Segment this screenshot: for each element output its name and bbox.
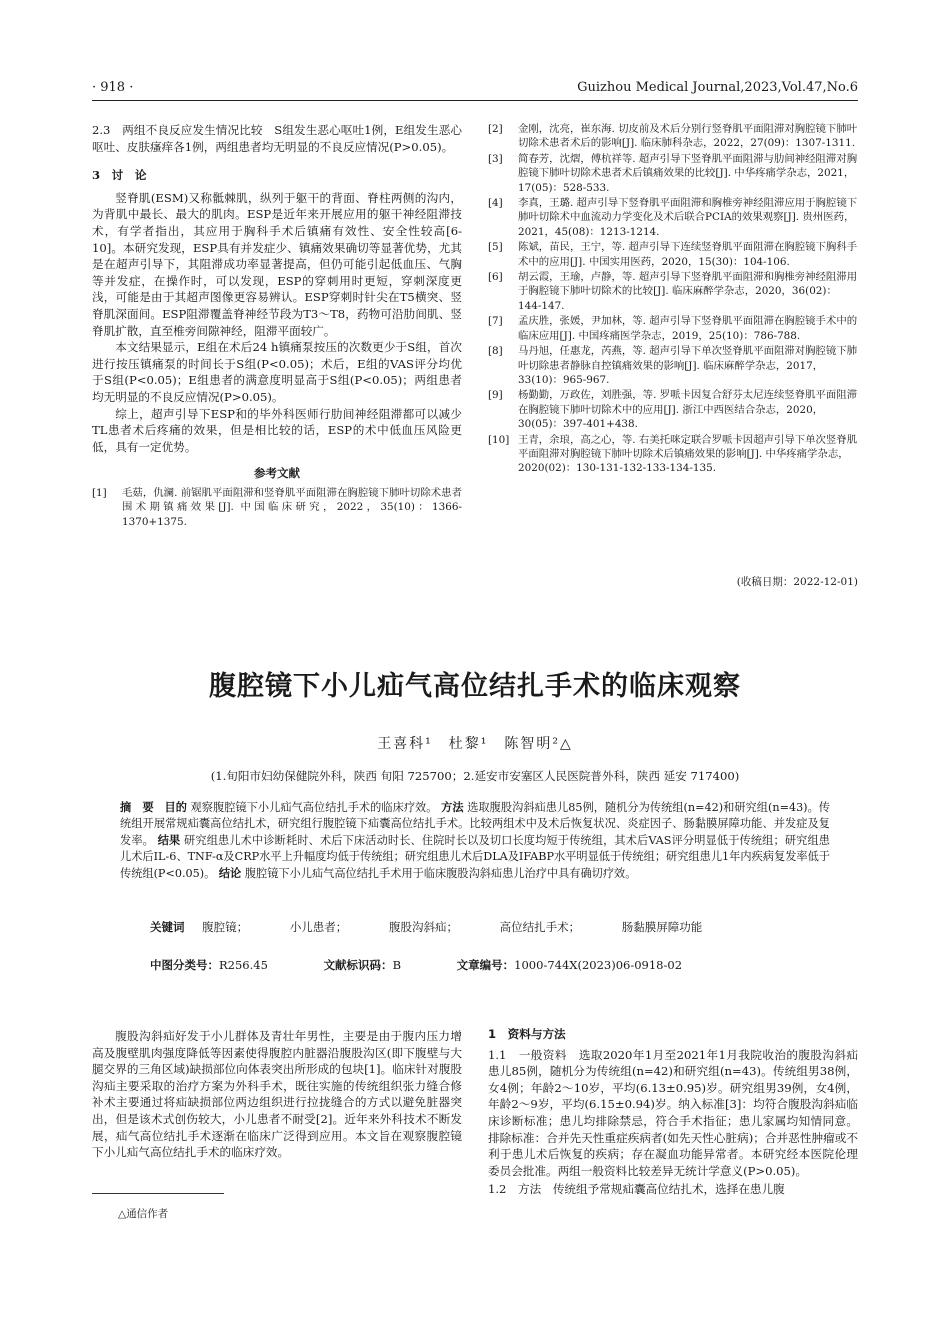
doc-code: B bbox=[392, 958, 402, 972]
abstract-label: 摘 要 bbox=[120, 801, 154, 814]
abstract-objective: 观察腹腔镜下小儿疝气高位结扎手术的临床疗效。 bbox=[190, 801, 438, 814]
discussion-paragraph-2: 本文结果显示，E组在术后24 h镇痛泵按压的次数更少于S组，首次进行按压镇痛泵的时间长于S组(P<0.05)；术后，E组的VAS评分均优于S组(P<0.05)；E组患者的满意度明显高于S组(P<0.05)；两组患者均无明显的不良反应情况(P>0.05)。 bbox=[92, 340, 462, 404]
reference-item: [5] 陈斌，苗民，王宁，等. 超声引导下连续竖脊肌平面阻滞在胸腔镜下胸科手术中的应用[J]. 中国实用医药，2020，15(30)：104-106. bbox=[488, 241, 858, 268]
section-3-heading: 3 讨 论 bbox=[92, 168, 147, 183]
section-1-2: 1.2 方法 传统组予常规疝囊高位结扎术，选择在患儿腹 bbox=[488, 1182, 785, 1197]
footnote-rule bbox=[92, 1193, 224, 1194]
keyword: 小儿患者； bbox=[289, 920, 348, 934]
keyword: 高位结扎手术； bbox=[499, 920, 581, 934]
article-number: 1000-744X(2023)06-0918-02 bbox=[514, 958, 683, 972]
prev-right-column bbox=[488, 122, 858, 477]
reference-item: [7] 孟庆胜，张媛，尹加林，等. 超声引导下竖脊肌平面阻滞在胸腔镜手术中的临床应用[J]. 中国疼痛医学杂志，2019，25(10)：786-788. bbox=[488, 315, 858, 342]
reference-item: [10] 王青，余琅，高之心，等. 右美托咪定联合罗哌卡因超声引导下单次竖脊肌平面阻滞对胸腔镜下肺叶切除术后镇痛效果的影响[J]. 中华疼痛学杂志，2020(02)：130-131-132-133-134-135. bbox=[488, 433, 858, 475]
classification-line: 中图分类号：R256.45 文献标识码：B 文章编号：1000-744X(2023)06-0918-02 bbox=[150, 958, 683, 972]
abstract: 摘 要 目的 观察腹腔镜下小儿疝气高位结扎手术的临床疗效。 方法 选取腹股沟斜疝患儿85例，随机分为传统组(n=42)和研究组(n=43)。传统组开展常规疝囊高位结扎术，研究组行腹腔镜下疝囊高位结扎手术。比较两组术中及术后恢复状况、炎症因子、肠黏膜屏障功能、并发症及复发率。 结果 研究组患儿术中诊断耗时、术后下床活动时长、住院时长以及切口长度均短于传统组，其术后VAS评分明显低于传统组；研究组患儿术后IL-6、TNF-α及CRP水平上升幅度均低于传统组；研究组患儿术后DLA及IFABP水平明显低于传统组；研究组患儿1年内疾病复发率低于传统组(P<0.05)。 结论 腹腔镜下小儿疝气高位结扎手术用于临床腹股沟斜疝患儿治疗中具有确切疗效。 bbox=[120, 801, 830, 880]
discussion-paragraph-1: 竖脊肌(ESM)又称骶棘肌，纵列于躯干的背面、脊柱两侧的沟内，为背肌中最长、最大的肌肉。ESP是近年来开展应用的躯干神经阻滞技术，有学者指出，其应用于胸科手术后镇痛有效性、安全性较高[6-10]。本研究发现，ESP具有并发症少、镇痛效果确切等显著优势，尤其是在超声引导下，其阻滞成功率显著提高，但仍可能引起低血压、气胸等并发症，在操作时，可以发现，ESP的穿刺用时更短，穿刺深度更浅，可能是由于其超声图像更容易辨认。ESP穿刺时针尖在T5横突、竖脊肌深面间。ESP阻滞覆盖脊神经节段为T3～T8，药物可沿肋间肌、竖脊肌扩散，直至椎旁间隙神经，阻滞平面较广。 bbox=[92, 190, 462, 338]
reference-item: [3] 简春芳，沈熠，傅杭祥等. 超声引导下竖脊肌平面阻滞与肋间神经阻滞对胸腔镜下肺叶切除术患者术后镇痛效果的比较[J]. 中华疼痛学杂志，2021，17(05)：528-533. bbox=[488, 152, 858, 194]
abstract-conclusion: 腹腔镜下小儿疝气高位结扎手术用于临床腹股沟斜疝患儿治疗中具有确切疗效。 bbox=[244, 866, 637, 880]
abstract-method: 选取腹股沟斜疝患儿85例，随机分为传统组(n=42)和研究组(n=43)。传统组开展常规疝囊高位结扎术，研究组行腹腔镜下疝囊高位结扎手术。比较两组术中及术后恢复状况、炎症因子、肠黏膜屏障功能、并发症及复发率。 bbox=[120, 801, 830, 847]
page-number: · 918 · bbox=[92, 80, 134, 95]
section-2-3: 2.3 两组不良反应发生情况比较 S组发生恶心呕吐1例，E组发生恶心呕吐、皮肤瘙痒各1例，两组患者均无明显的不良反应情况(P>0.05)。 bbox=[92, 123, 462, 154]
keywords: 关键词 腹腔镜； 小儿患者； 腹股沟斜疝； 高位结扎手术； 肠黏膜屏障功能 bbox=[150, 920, 703, 934]
intro-column bbox=[92, 1028, 462, 1161]
reference-item: [1] 毛菇，仇澜. 前锯肌平面阻滞和竖脊肌平面阻滞在胸腔镜下肺叶切除术患者围术期镇痛效果[J]. 中国临床研究，2022，35(10)：1366-1370+1375. bbox=[92, 486, 462, 528]
keyword: 腹股沟斜疝； bbox=[388, 920, 458, 934]
abstract-result: 研究组患儿术中诊断耗时、术后下床活动时长、住院时长以及切口长度均短于传统组，其术后VAS评分明显低于传统组；研究组患儿术后IL-6、TNF-α及CRP水平上升幅度均低于传统组；研究组患儿术后DLA及IFABP水平明显低于传统组；研究组患儿1年内疾病复发率低于传统组(P<0.05)。 bbox=[120, 833, 830, 880]
authors: 王喜科¹ 杜黎¹ 陈智明²△ bbox=[377, 736, 573, 752]
discussion-paragraph-3: 综上，超声引导下ESP和的毕外科医师行肋间神经阻滞都可以减少TL患者术后疼痛的效果，但是相比较的话，ESP的术中低血压风险更低，具有一定优势。 bbox=[92, 406, 462, 454]
clc-code: R256.45 bbox=[219, 958, 268, 972]
references-heading: 参考文献 bbox=[254, 466, 300, 481]
reference-item: [2] 金刚，沈亮，崔东海. 切皮前及术后分别行竖脊肌平面阻滞对胸腔镜下肺叶切除术患者术后的影响[J]. 临床肺科杂志，2022，27(09)：1307-1311. bbox=[488, 123, 858, 150]
article-title: 腹腔镜下小儿疝气高位结扎手术的临床观察 bbox=[209, 671, 741, 702]
reference-item: [8] 马丹旭，任惠龙，芮燕，等. 超声引导下单次竖脊肌平面阻滞对胸腔镜下肺叶切除患者静脉自控镇痛效果的影响[J]. 临床麻醉学杂志，2017，33(10)：965-967. bbox=[488, 345, 858, 386]
reference-item: [6] 胡云霞，王瑜，卢静，等. 超声引导下竖脊肌平面阻滞和胸椎旁神经阻滞用于胸腔镜下肺叶切除术的比较[J]. 临床麻醉学杂志，2020，36(02)：144-147. bbox=[488, 271, 858, 312]
footnote: △通信作者 bbox=[118, 1208, 169, 1220]
affiliation: (1.旬阳市妇幼保健院外科，陕西 旬阳 725700；2.延安市安塞区人民医院普外科，陕西 延安 717400) bbox=[210, 769, 740, 783]
keyword: 腹腔镜； bbox=[202, 920, 249, 934]
reference-item: [9] 杨勤勤，万政佐，刘胜强，等. 罗哌卡因复合舒芬太尼连续竖脊肌平面阻滞在胸腔镜下肺叶切除术中的应用[J]. 浙江中西医结合杂志，2020，30(05)：397-401+438. bbox=[488, 389, 858, 431]
section-1-heading: 1 资料与方法 bbox=[488, 1027, 566, 1041]
intro-paragraph: 腹股沟斜疝好发于小儿群体及青壮年男性，主要是由于腹内压力增高及腹壁肌肉强度降低等因素使得腹腔内脏器沿腹股沟区(即下腹壁与大腿交界的三角区域)缺损部位向体表突出所形成的包块[1]。临床针对腹股沟疝主要采取的治疗方案为外科手术，既往实施的传统组织张力缝合修补术主要通过将疝缺损部位两边组织进行拉拢缝合的方式以避免脏器突出，但是该术式创伤较大，小儿患者不耐受[2]。近年来外科技术不断发展，疝气高位结扎手术逐渐在临床广泛得到应用。本文旨在观察腹腔镜下小儿疝气高位结扎手术的临床疗效。 bbox=[92, 1029, 462, 1160]
running-header bbox=[92, 80, 858, 100]
keyword: 肠黏膜屏障功能 bbox=[621, 920, 703, 934]
methods-column bbox=[488, 1026, 858, 1198]
prev-left-column bbox=[92, 122, 462, 530]
received-date: (收稿日期：2022-12-01) bbox=[736, 576, 858, 588]
journal-citation: Guizhou Medical Journal,2023,Vol.47,No.6 bbox=[577, 80, 858, 95]
header-rule bbox=[92, 100, 858, 101]
section-1-1: 1.1 一般资料 选取2020年1月至2021年1月我院收治的腹股沟斜疝患儿85例，随机分为传统组(n=42)和研究组(n=43)。传统组男38例，女4例；年龄2～10岁，平均(6.13±0.95)岁。研究组男39例，女4例，年龄2～9岁，平均(6.15±0.94)岁。纳入标准[3]：均符合腹股沟斜疝临床诊断标准；患儿均排除禁忌，符合手术指征；患儿家属均知情同意。排除标准：合并先天性重症疾病者(如先天性心脏病)；合并恶性肿瘤或不利于患儿术后恢复的疾病；存在凝血功能异常者。本研究经本医院伦理委员会批准。两组一般资料比较差异无统计学意义(P>0.05)。 bbox=[488, 1047, 858, 1178]
reference-item: [4] 李真，王璐. 超声引导下竖脊肌平面阻滞和胸椎旁神经阻滞应用于胸腔镜下肺叶切除术中血流动力学变化及术后联合PCIA的效果观察[J]. 贵州医药，2021，45(08)：1213-1214. bbox=[488, 197, 858, 238]
